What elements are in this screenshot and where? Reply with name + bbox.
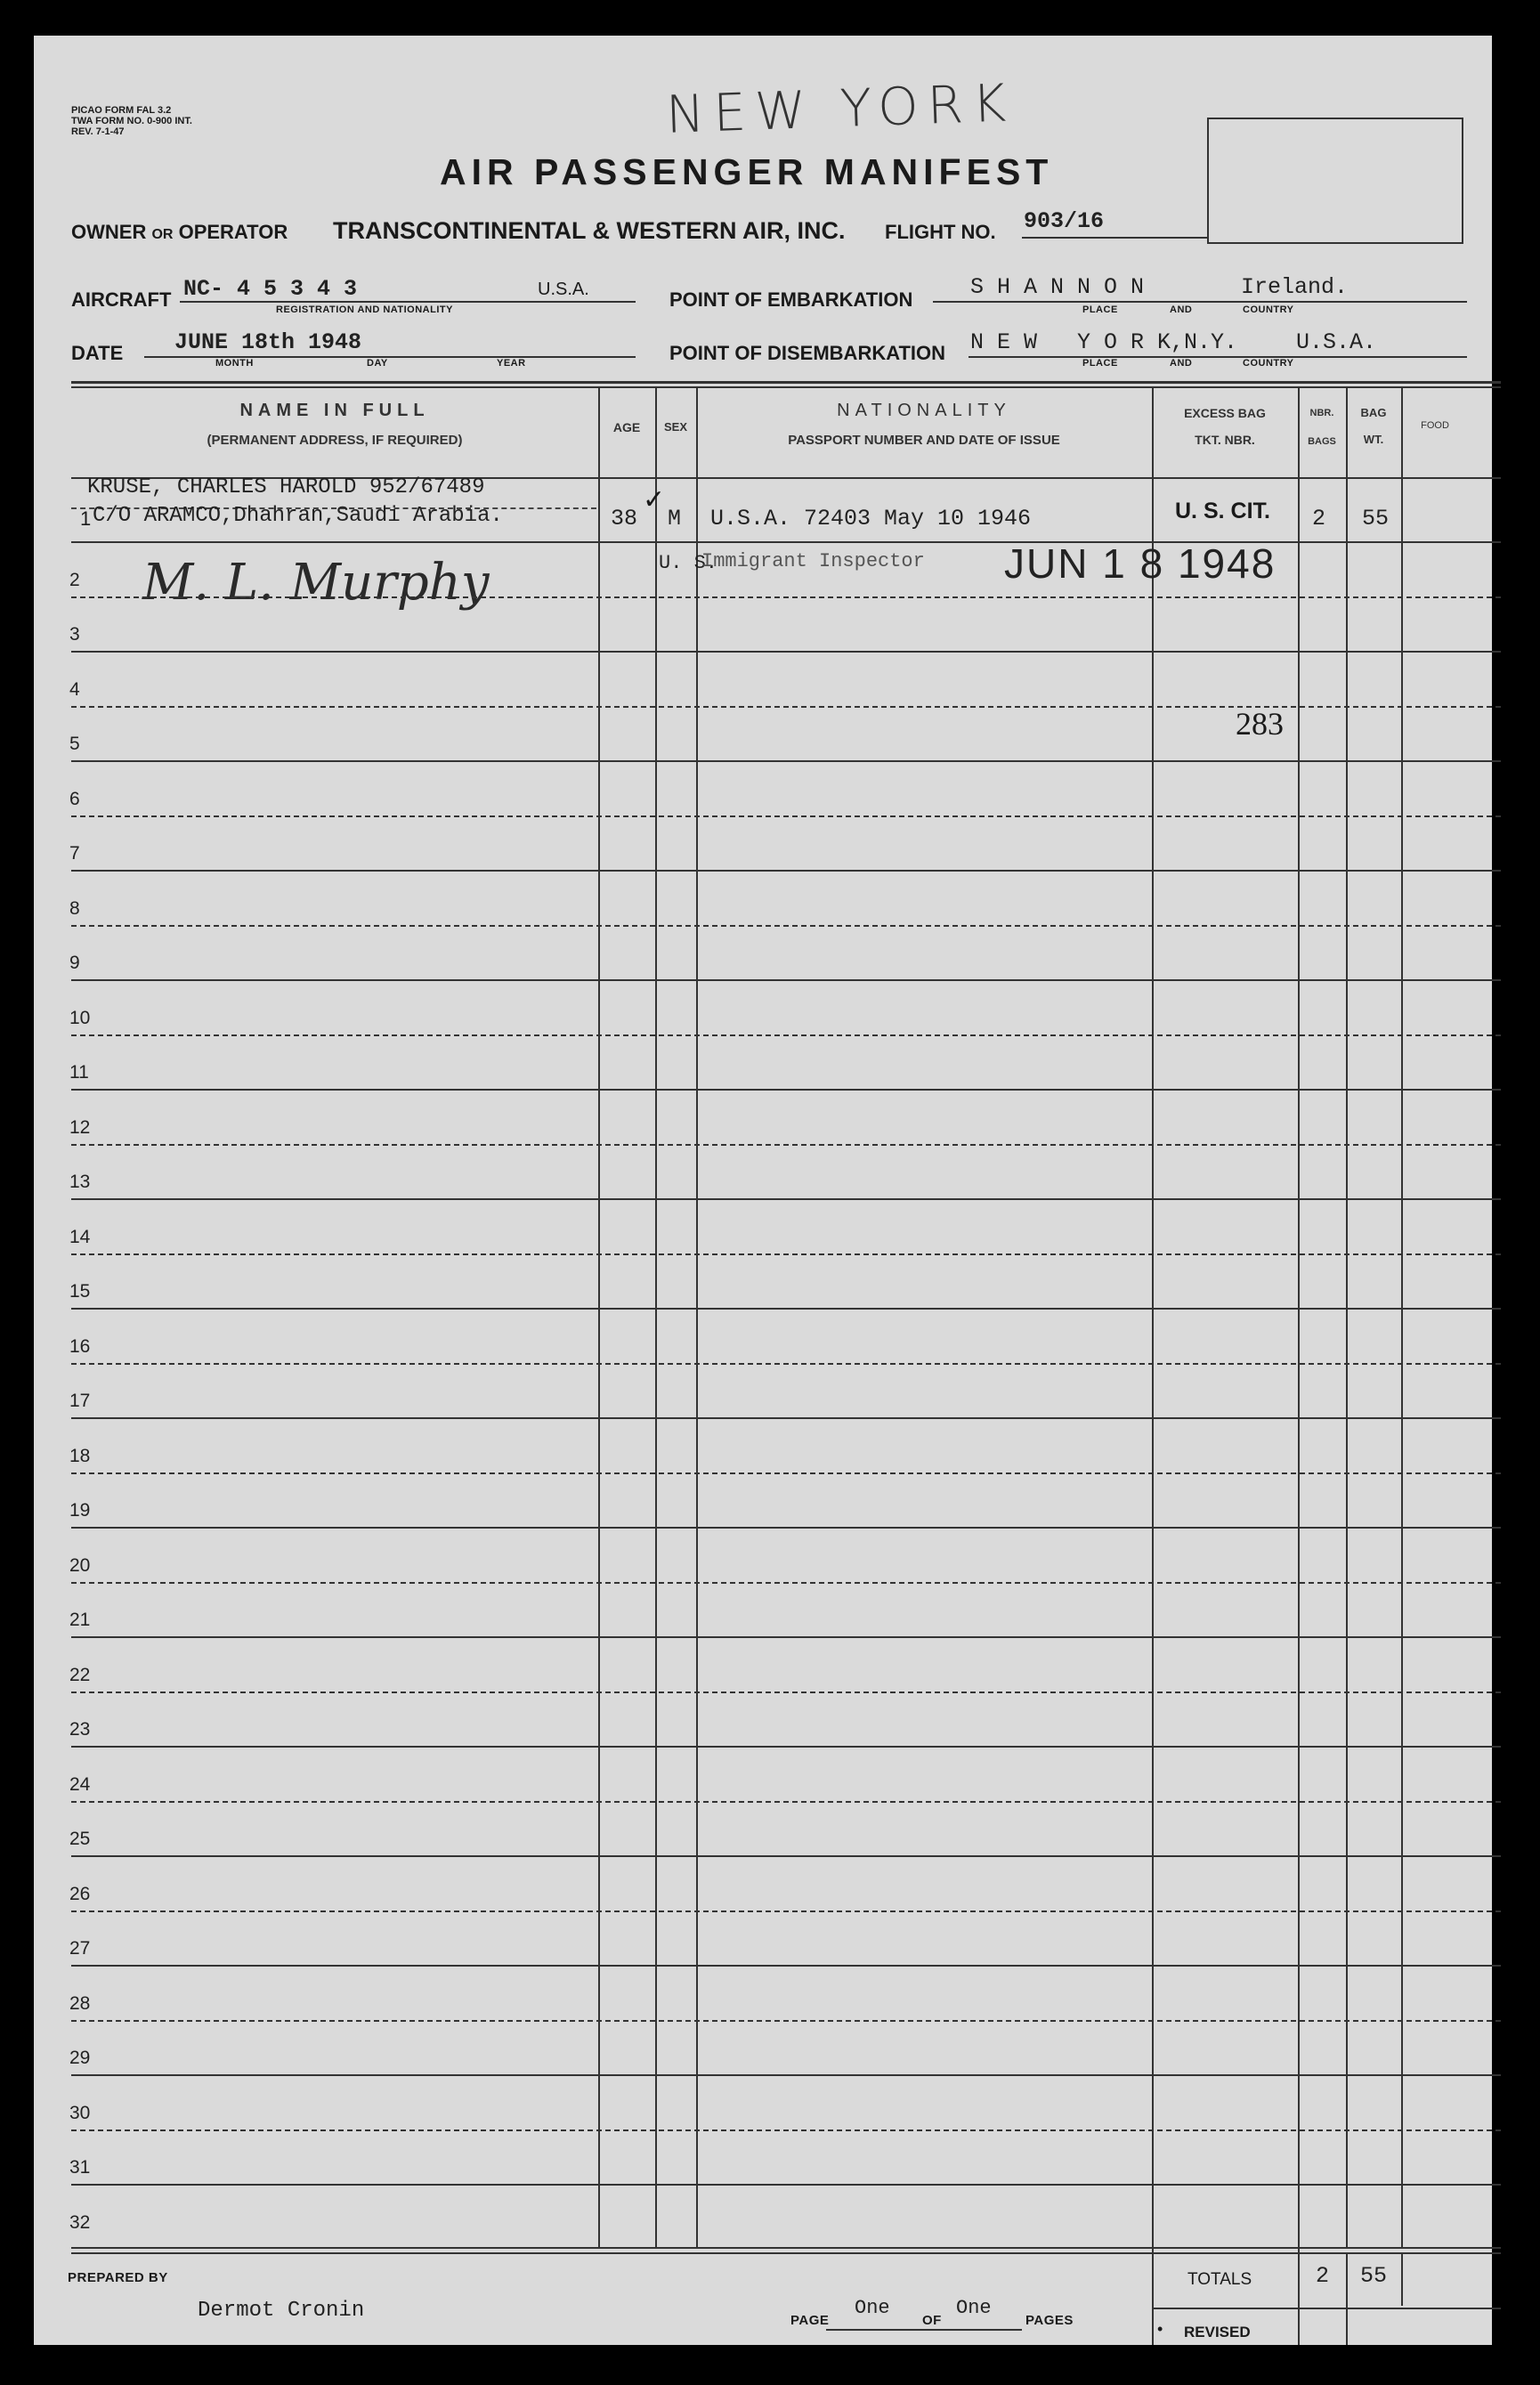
embarkation-label: POINT OF EMBARKATION bbox=[669, 288, 913, 311]
embarkation-country: Ireland. bbox=[1241, 274, 1349, 300]
col-line-bags bbox=[1346, 386, 1348, 2247]
page-value: One bbox=[855, 2297, 890, 2319]
date-value: JUNE 18th 1948 bbox=[174, 329, 362, 355]
row-number: 5 bbox=[69, 734, 80, 754]
row-separator bbox=[71, 1363, 1501, 1365]
row-number: 6 bbox=[69, 788, 80, 809]
page-title: AIR PASSENGER MANIFEST bbox=[440, 151, 1054, 192]
row-number: 14 bbox=[69, 1226, 91, 1247]
row-separator bbox=[71, 2074, 1501, 2076]
row-separator bbox=[71, 815, 1501, 817]
row-separator bbox=[71, 1198, 1501, 1200]
col-line-weight bbox=[1401, 386, 1403, 2247]
row-separator bbox=[71, 1582, 1501, 1584]
disembark-cap-country: COUNTRY bbox=[1243, 358, 1294, 369]
row-separator bbox=[71, 1308, 1501, 1310]
row-separator bbox=[71, 2129, 1501, 2131]
disembark-cap-and: AND bbox=[1170, 358, 1193, 369]
date-label: DATE bbox=[71, 342, 124, 364]
row-number: 24 bbox=[69, 1773, 91, 1795]
revised-label: REVISED bbox=[1184, 2324, 1251, 2340]
row-number: 4 bbox=[69, 678, 80, 700]
row-separator bbox=[71, 870, 1501, 872]
col-header-food: FOOD bbox=[1421, 420, 1449, 431]
form-id-line1: PICAO FORM FAL 3.2 bbox=[71, 105, 172, 116]
row-number: 10 bbox=[69, 1007, 91, 1028]
row-number: 22 bbox=[69, 1664, 91, 1685]
col-header-bagwt-1: BAG bbox=[1360, 406, 1387, 419]
row-separator bbox=[71, 925, 1501, 927]
col-header-sex: SEX bbox=[663, 420, 687, 434]
row-separator bbox=[71, 1801, 1501, 1803]
of-value: One bbox=[956, 2297, 992, 2319]
row-number: 13 bbox=[69, 1172, 91, 1192]
col-line-age bbox=[655, 386, 657, 2247]
table-top-border-2 bbox=[71, 386, 1501, 388]
col-line-excess bbox=[1298, 386, 1300, 2345]
footer-col-bags bbox=[1346, 2252, 1348, 2345]
row-separator bbox=[71, 1527, 1501, 1529]
flight-label: FLIGHT NO. bbox=[885, 221, 996, 243]
flight-value: 903/16 bbox=[1024, 208, 1105, 234]
prepared-by-label: PREPARED BY bbox=[68, 2270, 168, 2285]
page-underline bbox=[826, 2329, 1022, 2331]
row-number: 26 bbox=[69, 1883, 91, 1904]
totals-bags: 2 bbox=[1316, 2263, 1330, 2289]
disembark-cap-place: PLACE bbox=[1082, 358, 1118, 369]
row-number: 3 bbox=[69, 624, 80, 645]
inspector-stamp-date: JUN 1 8 1948 bbox=[1004, 540, 1277, 587]
row-number: 31 bbox=[69, 2157, 91, 2178]
row-separator bbox=[71, 1034, 1501, 1036]
footer-top-border bbox=[71, 2247, 1501, 2249]
revised-mark: • bbox=[1157, 2320, 1163, 2338]
row-number: 30 bbox=[69, 2102, 91, 2123]
row-number: 32 bbox=[69, 2211, 91, 2233]
date-cap-month: MONTH bbox=[215, 358, 254, 369]
col-header-nationality: NATIONALITY bbox=[837, 401, 1011, 420]
prepared-by-value: Dermot Cronin bbox=[198, 2299, 365, 2323]
col-header-passport: PASSPORT NUMBER AND DATE OF ISSUE bbox=[788, 433, 1060, 448]
row-number: 27 bbox=[69, 1938, 91, 1959]
aircraft-label: AIRCRAFT bbox=[71, 288, 172, 311]
aircraft-country: U.S.A. bbox=[538, 280, 589, 299]
passenger-nationality: U.S.A. 72403 May 10 1946 bbox=[710, 506, 1032, 531]
row-number: 28 bbox=[69, 1992, 91, 2014]
row-separator bbox=[71, 651, 1501, 653]
passenger-age: 38 bbox=[611, 506, 638, 531]
aircraft-underline bbox=[180, 301, 636, 303]
flight-underline bbox=[1022, 237, 1207, 239]
footer-col-weight bbox=[1401, 2252, 1403, 2306]
row-number: 15 bbox=[69, 1281, 91, 1302]
row-number: 12 bbox=[69, 1116, 91, 1138]
inspector-stamp-prefix: U. S. bbox=[659, 552, 718, 574]
row-separator bbox=[71, 2184, 1501, 2186]
row-separator bbox=[71, 706, 1501, 708]
totals-bottom-border bbox=[1152, 2308, 1501, 2309]
row-number: 29 bbox=[69, 2048, 91, 2068]
col-header-excess-1: EXCESS BAG bbox=[1184, 406, 1266, 420]
row-number: 17 bbox=[69, 1391, 91, 1411]
row-separator bbox=[71, 541, 1501, 543]
inspector-signature: M. L. Murphy bbox=[142, 554, 490, 612]
row-number: 8 bbox=[69, 897, 80, 919]
col-header-bagwt-2: WT. bbox=[1363, 433, 1384, 446]
row-separator bbox=[71, 1636, 1501, 1638]
row-number: 7 bbox=[69, 843, 80, 864]
row-number-1: 1 bbox=[80, 507, 92, 530]
row-separator bbox=[71, 1089, 1501, 1091]
margin-number: 283 bbox=[1236, 706, 1284, 742]
inspector-stamp-title: Immigrant Inspector bbox=[701, 550, 925, 572]
passenger-weight: 55 bbox=[1362, 506, 1390, 531]
row-number: 2 bbox=[69, 569, 80, 590]
row-number: 16 bbox=[69, 1335, 91, 1357]
pages-label: PAGES bbox=[1025, 2313, 1074, 2328]
col-header-name: NAME IN FULL bbox=[239, 401, 430, 420]
disembarkation-country: U.S.A. bbox=[1296, 329, 1377, 355]
row-separator bbox=[71, 1746, 1501, 1748]
embarkation-underline bbox=[933, 301, 1467, 303]
aircraft-value: NC- 4 5 3 4 3 bbox=[183, 276, 358, 302]
row-number: 25 bbox=[69, 1829, 91, 1849]
passenger-excess: U. S. CIT. bbox=[1175, 499, 1270, 523]
passenger-sex: M bbox=[668, 506, 682, 531]
row-separator bbox=[71, 1910, 1501, 1912]
col-line-nationality bbox=[1152, 386, 1154, 2345]
owner-label: OWNER OR OPERATOR bbox=[71, 221, 288, 243]
manifest-page bbox=[34, 36, 1492, 2345]
row-separator bbox=[71, 2020, 1501, 2022]
row-separator bbox=[71, 596, 1501, 598]
disembarkation-underline bbox=[969, 356, 1467, 358]
col-header-nbr-2: BAGS bbox=[1308, 436, 1336, 447]
embark-cap-country: COUNTRY bbox=[1243, 304, 1294, 315]
row-separator bbox=[71, 1855, 1501, 1857]
passenger-address: C/O ARAMCO,Dhahran,Saudi Arabia. bbox=[93, 504, 503, 528]
row-number: 11 bbox=[69, 1062, 89, 1083]
stamp-box bbox=[1207, 118, 1463, 244]
row-separator bbox=[71, 760, 1501, 762]
form-id bbox=[71, 105, 192, 137]
row-separator bbox=[71, 979, 1501, 981]
row-separator bbox=[71, 1417, 1501, 1419]
col-header-name-sub: (PERMANENT ADDRESS, IF REQUIRED) bbox=[207, 433, 463, 448]
row-number: 23 bbox=[69, 1719, 91, 1740]
row-number: 21 bbox=[69, 1610, 91, 1630]
form-id-line2: TWA FORM NO. 0-900 INT. bbox=[71, 116, 192, 126]
col-line-sex bbox=[696, 386, 698, 2247]
totals-label: TOTALS bbox=[1187, 2270, 1252, 2289]
col-header-nbr-1: NBR. bbox=[1309, 408, 1334, 418]
aircraft-caption: REGISTRATION AND NATIONALITY bbox=[276, 304, 453, 315]
disembarkation-label: POINT OF DISEMBARKATION bbox=[669, 342, 946, 364]
totals-weight: 55 bbox=[1360, 2263, 1388, 2289]
row-separator bbox=[71, 1691, 1501, 1693]
passenger-bags: 2 bbox=[1312, 506, 1326, 531]
table-top-border bbox=[71, 381, 1501, 384]
city-handwriting: NEW YORK bbox=[664, 72, 1017, 145]
footer-top-border-2 bbox=[71, 2252, 1501, 2254]
form-id-line3: REV. 7-1-47 bbox=[71, 126, 125, 137]
embark-cap-place: PLACE bbox=[1082, 304, 1118, 315]
row-number: 9 bbox=[69, 953, 80, 973]
embark-cap-and: AND bbox=[1170, 304, 1193, 315]
disembarkation-place: N E W Y O R K,N.Y. bbox=[970, 329, 1238, 355]
row-separator bbox=[71, 1965, 1501, 1967]
owner-value: TRANSCONTINENTAL & WESTERN AIR, INC. bbox=[333, 217, 846, 244]
row-number: 18 bbox=[69, 1445, 91, 1466]
of-label: OF bbox=[922, 2313, 942, 2328]
row-number: 20 bbox=[69, 1554, 91, 1576]
page-label: PAGE bbox=[790, 2313, 830, 2328]
date-cap-year: YEAR bbox=[497, 358, 526, 369]
col-header-age: AGE bbox=[612, 420, 641, 434]
row-separator bbox=[71, 1144, 1501, 1146]
check-mark: ✓ bbox=[643, 485, 666, 515]
col-header-excess-2: TKT. NBR. bbox=[1195, 433, 1255, 447]
col-line-name bbox=[598, 386, 600, 2247]
date-cap-day: DAY bbox=[367, 358, 388, 369]
row-separator bbox=[71, 1472, 1501, 1474]
row-number: 19 bbox=[69, 1500, 91, 1521]
passenger-name: KRUSE, CHARLES HAROLD 952/67489 bbox=[87, 475, 485, 499]
row-separator bbox=[71, 1253, 1501, 1255]
embarkation-place: S H A N N O N bbox=[970, 274, 1145, 300]
